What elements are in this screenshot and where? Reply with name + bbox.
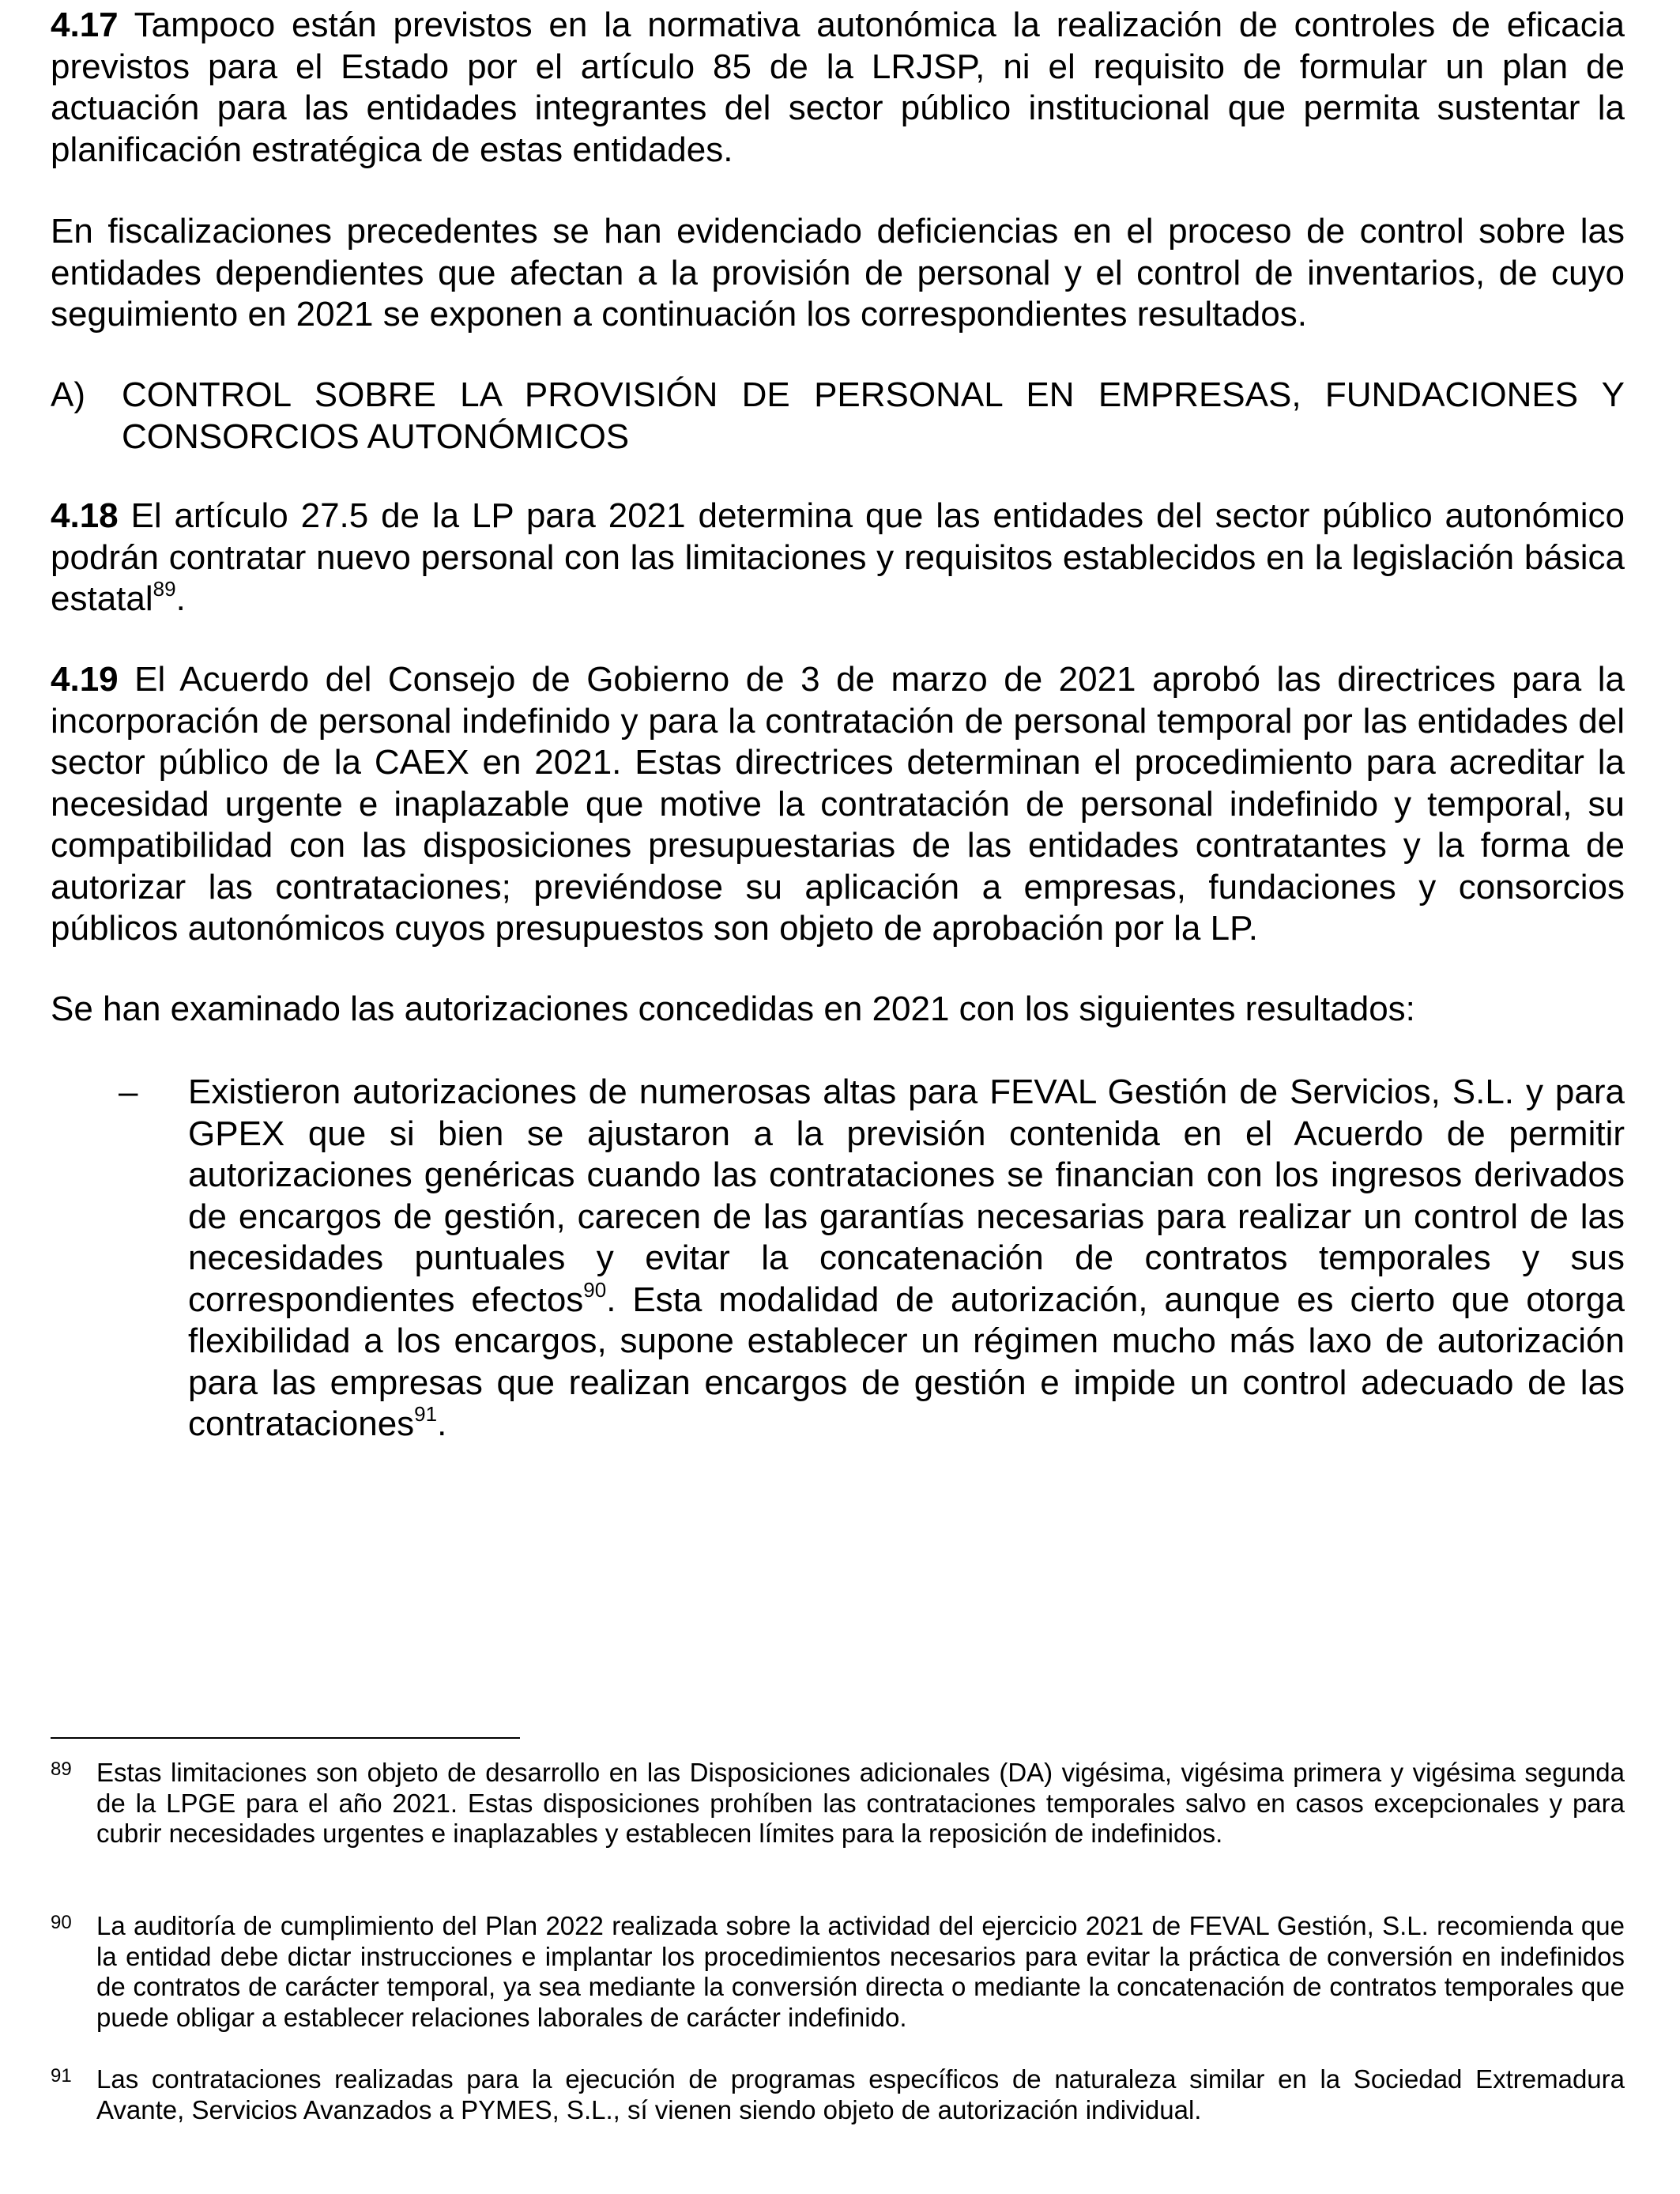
- footnote-ref-91: 91: [414, 1402, 438, 1426]
- bullet-text-part-1: Existieron autorizaciones de numerosas altas para FEVAL Gestión de Servicios, S.L. y para GPEX que si bien se ajustaron a la previsión contenida en el Acuerdo de permitir autorizaciones genéricas cuando las contrataciones se financian con los ingresos derivados de encargos de gestión, carecen de las garantías necesarias para realizar un control de las necesidades puntuales y evitar la concatenación de contratos temporales y sus correspondientes efectos: [188, 1072, 1625, 1319]
- paragraph-number: 4.18: [51, 496, 119, 535]
- paragraph-number: 4.19: [51, 660, 119, 699]
- bullet-text: [188, 1072, 1625, 1446]
- paragraph-text: El artículo 27.5 de la LP para 2021 determina que las entidades del sector público autonómico podrán contratar nuevo personal con las limitaciones y requisitos establecidos en la legislación básica estatal: [51, 496, 1625, 618]
- paragraph-examined: [51, 989, 1625, 1031]
- paragraph-text: Se han examinado las autorizaciones concedidas en 2021 con los siguientes resultados:: [51, 990, 1415, 1028]
- footnote-ref-90: 90: [583, 1277, 607, 1302]
- footnote-number: 90: [51, 1912, 72, 1933]
- paragraph-4-17: [51, 5, 1625, 171]
- footnote-number: 91: [51, 2065, 72, 2087]
- footnote-91: [51, 2064, 1625, 2125]
- bullet-text-part-2: . Esta modalidad de autorización, aunque es cierto que otorga flexibilidad a los encargos, supone establecer un régimen mucho más laxo de autorización para las empresas que realizan encargos de gestión e impide un control adecuado de las contrataciones: [188, 1280, 1625, 1443]
- footnote-text: La auditoría de cumplimiento del Plan 2022 realizada sobre la actividad del ejercicio 2021 de FEVAL Gestión, S.L. recomienda que la entidad debe dictar instrucciones e implantar los procedimientos necesarios para evitar la práctica de conversión en indefinidos de contratos de carácter temporal, ya sea mediante la conversión directa o mediante la concatenación de contratos temporales que puede obligar a establecer relaciones laborales de carácter indefinido.: [96, 1911, 1625, 2032]
- paragraph-4-19: [51, 659, 1625, 950]
- paragraph-text: El Acuerdo del Consejo de Gobierno de 3 de marzo de 2021 aprobó las directrices para la incorporación de personal indefinido y para la contratación de personal temporal por las entidades del sector público de la CAEX en 2021. Estas directrices determinan el procedimiento para acreditar la necesidad urgente e inaplazable que motive la contratación de personal indefinido y temporal, su compatibilidad con las disposiciones presupuestarias de las entidades contratantes y la forma de autorizar las contrataciones; previéndose su aplicación a empresas, fundaciones y consorcios públicos autonómicos cuyos presupuestos son objeto de aprobación por la LP.: [51, 660, 1625, 948]
- footnote-89: [51, 1758, 1625, 1849]
- paragraph-number: 4.17: [51, 6, 119, 44]
- section-heading-a: [51, 375, 1625, 458]
- footnote-text: Las contrataciones realizadas para la ejecución de programas específicos de naturaleza similar en la Sociedad Extremadura Avante, Servicios Avanzados a PYMES, S.L., sí vienen siendo objeto de autorización individual.: [96, 2064, 1625, 2124]
- section-heading-text: CONTROL SOBRE LA PROVISIÓN DE PERSONAL EN EMPRESAS, FUNDACIONES Y CONSORCIOS AUTONÓMICOS: [122, 375, 1625, 456]
- footnote-90: [51, 1911, 1625, 2033]
- bullet-tail: .: [437, 1404, 447, 1443]
- footnote-ref-89: 89: [153, 577, 176, 601]
- paragraph-text: En fiscalizaciones precedentes se han evidenciado deficiencias en el proceso de control sobre las entidades dependientes que afectan a la provisión de personal y el control de inventarios, de cuyo seguimiento en 2021 se exponen a continuación los correspondientes resultados.: [51, 212, 1625, 334]
- footnote-separator: [51, 1737, 520, 1739]
- paragraph-tail: .: [175, 579, 186, 618]
- bullet-dash: –: [119, 1072, 138, 1111]
- paragraph-text: Tampoco están previstos en la normativa autonómica la realización de controles de eficacia previstos para el Estado por el artículo 85 de la LRJSP, ni el requisito de formular un plan de actuación para las entidades integrantes del sector público institucional que permita sustentar la planificación estratégica de estas entidades.: [51, 6, 1625, 169]
- section-letter: A): [51, 375, 85, 414]
- paragraph-intro: [51, 211, 1625, 336]
- paragraph-4-18: [51, 496, 1625, 620]
- footnote-number: 89: [51, 1759, 72, 1780]
- bullet-item: [51, 1072, 1625, 1446]
- footnote-text: Estas limitaciones son objeto de desarrollo en las Disposiciones adicionales (DA) vigésima, vigésima primera y vigésima segunda de la LPGE para el año 2021. Estas disposiciones prohíben las contrataciones temporales salvo en casos excepcionales y para cubrir necesidades urgentes e inaplazables y establecen límites para la reposición de indefinidos.: [96, 1758, 1625, 1848]
